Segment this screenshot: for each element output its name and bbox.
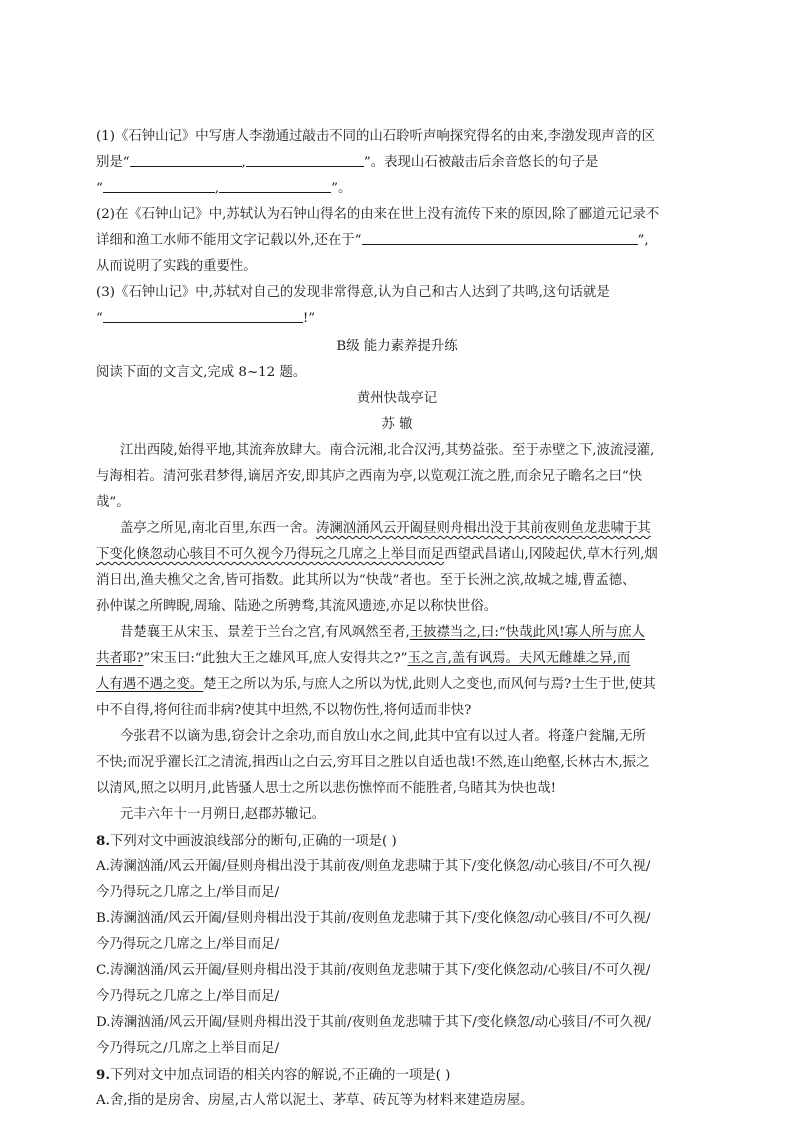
section-level-title: B级 能力素养提升练 [336,339,458,354]
reading-instruction: 阅读下面的文言文,完成 8~12 题。 [96,365,307,380]
q8-option-c-cont: 今乃得玩之几席之上/举目而足/ [96,989,280,1004]
q8-stem: 8.下列对文中画波浪线部分的断句,正确的一项是( ) [96,833,397,849]
essay-line: 与海相若。清河张君梦得,谪居齐安,即其庐之西南为亭,以览观江流之胜,而余兄子瞻名之曰“快 [96,469,643,484]
q7-part3-line2: “ !” [96,311,316,326]
fill-blank[interactable] [103,179,215,193]
essay-author: 苏 辙 [381,417,413,432]
q8-option-c[interactable]: C.涛澜汹涌/风云开阖/昼则舟楫出没于其前/夜则鱼龙悲啸于其下/变化倏忽动/心骇目/不可久视/ [96,963,651,978]
essay-line: 人有遇不遇之变。楚王之所以为乐,与庶人之所以为忧,此则人之变也,而风何与焉?士生于世,使其 [96,677,656,692]
underlined-text: 人有遇不遇之变。 [96,677,204,692]
essay-line: 不快;而况乎濯长江之清流,揖西山之白云,穷耳目之胜以自适也哉!不然,连山绝壑,长林古木,振之 [96,755,650,770]
q7-part1-line1: (1)《石钟山记》中写唐人李渤通过敲击不同的山石聆听声响探究得名的由来,李渤发现声音的区 [96,129,655,144]
q8-option-b-cont: 今乃得玩之几席之上/举目而足/ [96,937,280,952]
q9-option-a[interactable]: A.舍,指的是房舍、房屋,古人常以泥土、茅草、砖瓦等为材料来建造房屋。 [96,1093,534,1108]
essay-line: 昔楚襄王从宋玉、景差于兰台之宫,有风飒然至者,王披襟当之,曰:“快哉此风!寡人所与庶人 [120,625,645,640]
q7-part3-line1: (3)《石钟山记》中,苏轼对自己的发现非常得意,认为自己和古人达到了共鸣,这句话就是 [96,285,610,300]
essay-line: 消日出,渔夫樵父之舍,皆可指数。此其所以为“快哉”者也。至于长洲之滨,故城之墟,曹孟德、 [96,573,636,588]
underlined-text: 玉之言,盖有讽焉。夫风无雌雄之异,而 [407,651,631,666]
q7-part2-line3: 从而说明了实践的重要性。 [96,259,257,274]
q7-part1-line2: 别是“ , ”。表现山石被敲击后余音悠长的句子是 [96,155,599,170]
essay-line: 今张君不以谪为患,窃会计之余功,而自放山水之间,此其中宜有以过人者。将蓬户瓮牖,无所 [120,729,646,744]
essay-line: 哉”。 [96,495,130,510]
underlined-text: 共者耶? [96,651,144,666]
fill-blank[interactable] [219,179,331,193]
essay-line: 共者耶?”宋玉曰:“此独大王之雄风耳,庶人安得共之?”玉之言,盖有讽焉。夫风无雌雄之异,而 [96,651,631,666]
q8-option-d[interactable]: D.涛澜汹涌/风云开阖/昼则舟楫出没于其前/夜则鱼龙悲啸于其下/变化倏忽/动心骇目/不可久视/ [96,1015,651,1030]
q7-part2-line1: (2)在《石钟山记》中,苏轼认为石钟山得名的由来在世上没有流传下来的原因,除了郦道元记录不 [96,207,660,222]
essay-line: 孙仲谋之所睥睨,周瑜、陆逊之所骋骛,其流风遗迹,亦足以称快世俗。 [96,599,498,614]
essay-title: 黄州快哉亭记 [356,391,438,406]
fill-blank[interactable] [103,309,303,323]
fill-blank[interactable] [246,153,364,167]
underlined-text: 王披襟当之,曰:“快哉此风!寡人所与庶人 [409,625,645,640]
essay-line: 以清风,照之以明月,此皆骚人思士之所以悲伤憔悴而不能胜者,乌睹其为快也哉! [96,781,557,796]
essay-line: 元丰六年十一月朔日,赵郡苏辙记。 [120,807,326,822]
q7-part1-line3: “ , ”。 [96,181,352,196]
essay-line: 江出西陵,始得平地,其流奔放肆大。南合沅湘,北合汉沔,其势益张。至于赤壁之下,波流浸灌, [120,443,655,458]
q9-stem: 9.下列对文中加点词语的相关内容的解说,不正确的一项是( ) [96,1067,451,1083]
essay-line: 盖亭之所见,南北百里,东西一舍。涛澜汹涌风云开阖昼则舟楫出没于其前夜则鱼龙悲啸于其 [120,521,651,536]
wavy-underlined-text: 涛澜汹涌风云开阖昼则舟楫出没于其前夜则鱼龙悲啸于其 [315,521,651,536]
essay-line: 中不自得,将何往而非病?使其中坦然,不以物伤性,将何适而非快? [96,703,472,718]
q8-option-b[interactable]: B.涛澜汹涌/风云开阖/昼则舟楫出没于其前/夜则鱼龙悲啸于其下/变化倏忽/动心骇目/不可久视/ [96,911,651,926]
q8-option-d-cont: 今乃得玩之/几席之上举目而足/ [96,1041,280,1056]
essay-line: 下变化倏忽动心骇目不可久视今乃得玩之几席之上举目而足西望武昌诸山,冈陵起伏,草木行列,烟 [96,547,658,562]
q7-part2-line2: 详细和渔工水师不能用文字记载以外,还在于“ ”, [96,233,649,248]
wavy-underlined-text: 下变化倏忽动心骇目不可久视今乃得玩之几席之上举目而足 [96,547,445,562]
q8-option-a-cont: 今乃得玩之几席之上/举目而足/ [96,885,280,900]
fill-blank[interactable] [130,153,242,167]
fill-blank[interactable] [362,231,638,245]
q8-option-a[interactable]: A.涛澜汹涌/风云开阖/昼则舟楫出没于其前夜/则鱼龙悲啸于其下/变化倏忽/动心骇目/不可久视/ [96,859,651,874]
